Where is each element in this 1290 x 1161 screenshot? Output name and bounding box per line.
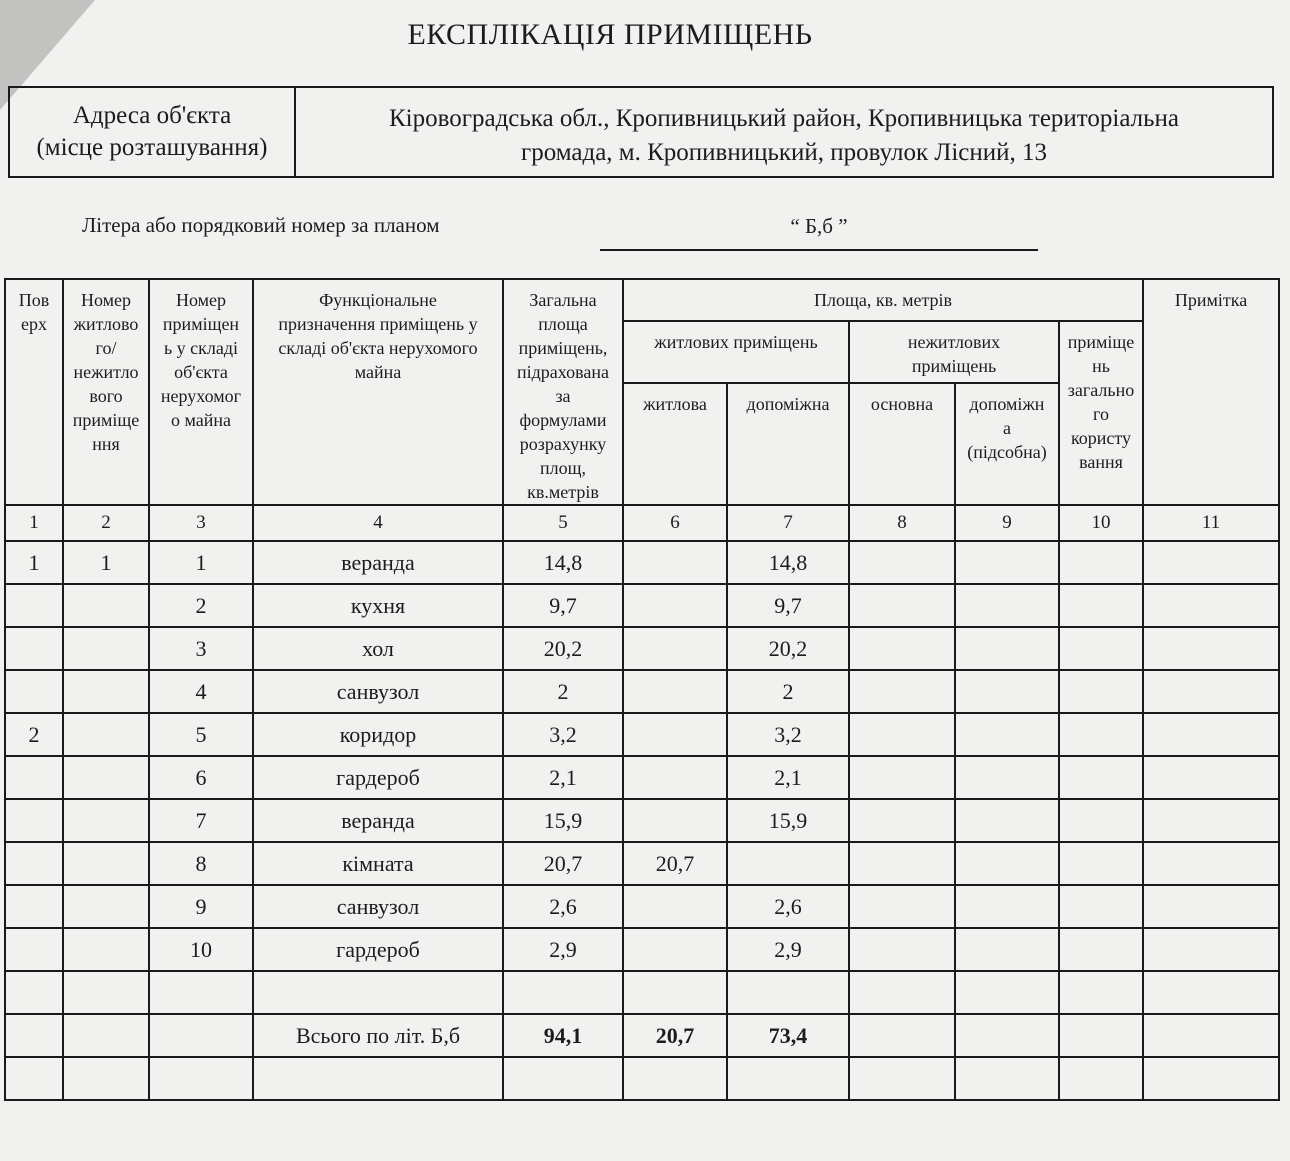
table-cell (63, 1057, 149, 1100)
table-cell (1059, 713, 1143, 756)
header-area: Площа, кв. метрів (623, 279, 1143, 321)
table-cell (5, 885, 63, 928)
table-cell: кімната (253, 842, 503, 885)
header-room-number: Номер приміщен ь у складі об'єкта нерухомог о майна (149, 279, 253, 505)
table-cell (727, 971, 849, 1014)
table-cell (623, 627, 727, 670)
table-cell (955, 1057, 1059, 1100)
table-cell: 20,2 (503, 627, 623, 670)
table-cell (955, 756, 1059, 799)
address-label-line: (місце розташування) (36, 134, 268, 161)
table-cell: 2,6 (727, 885, 849, 928)
table-row (5, 713, 1279, 756)
address-label (10, 88, 296, 176)
table-cell: 2 (727, 670, 849, 713)
total-cell: 20,7 (623, 1014, 727, 1057)
total-label: Всього по літ. Б,б (253, 1014, 503, 1057)
column-number: 2 (63, 505, 149, 541)
table-cell (955, 541, 1059, 584)
table-cell (1143, 1057, 1279, 1100)
table-cell: 10 (149, 928, 253, 971)
table-cell (503, 1057, 623, 1100)
table-cell (1143, 541, 1279, 584)
column-number: 1 (5, 505, 63, 541)
table-cell: санвузол (253, 670, 503, 713)
address-value (296, 88, 1272, 176)
table-cell: 5 (149, 713, 253, 756)
table-cell (955, 627, 1059, 670)
table-cell: 20,7 (503, 842, 623, 885)
table-row (5, 1057, 1279, 1100)
address-box (8, 86, 1274, 178)
table-row (5, 670, 1279, 713)
table-cell (5, 842, 63, 885)
total-cell: 94,1 (503, 1014, 623, 1057)
column-number: 10 (1059, 505, 1143, 541)
table-row (5, 627, 1279, 670)
table-cell (955, 928, 1059, 971)
address-label-line: Адреса об'єкта (72, 102, 232, 129)
table-cell: 2,6 (503, 885, 623, 928)
table-cell (5, 627, 63, 670)
table-cell (623, 1057, 727, 1100)
table-cell (1143, 885, 1279, 928)
table-cell (5, 584, 63, 627)
table-cell (849, 756, 955, 799)
column-number: 11 (1143, 505, 1279, 541)
table-cell (849, 584, 955, 627)
explication-table (4, 278, 1280, 1101)
table-cell: веранда (253, 799, 503, 842)
table-cell (955, 670, 1059, 713)
table-cell (955, 799, 1059, 842)
header-note: Примітка (1143, 279, 1279, 505)
litera-value: “ Б,б ” (600, 214, 1038, 251)
table-cell (727, 1057, 849, 1100)
table-cell (149, 1057, 253, 1100)
table-cell (63, 885, 149, 928)
table-cell (849, 1057, 955, 1100)
table-cell (623, 885, 727, 928)
table-cell (1143, 756, 1279, 799)
table-cell: 15,9 (727, 799, 849, 842)
total-cell (849, 1014, 955, 1057)
table-cell: веранда (253, 541, 503, 584)
table-cell (5, 928, 63, 971)
table-cell: 6 (149, 756, 253, 799)
table-cell: 20,7 (623, 842, 727, 885)
table-cell (849, 713, 955, 756)
table-cell (5, 1057, 63, 1100)
table-cell: кухня (253, 584, 503, 627)
total-cell (1059, 1014, 1143, 1057)
header-nonliving-aux: допоміжн а (підсобна) (955, 383, 1059, 505)
column-number-row (5, 505, 1279, 541)
table-cell (1143, 971, 1279, 1014)
table-row (5, 842, 1279, 885)
table-cell (849, 670, 955, 713)
table-cell: 2 (5, 713, 63, 756)
table-cell (849, 928, 955, 971)
table-cell: 9,7 (503, 584, 623, 627)
table-cell (955, 584, 1059, 627)
column-number: 6 (623, 505, 727, 541)
table-cell: санвузол (253, 885, 503, 928)
table-cell (253, 971, 503, 1014)
total-cell: 73,4 (727, 1014, 849, 1057)
table-row (5, 799, 1279, 842)
table-cell (1059, 885, 1143, 928)
table-row (5, 541, 1279, 584)
address-value-line: Кіровоградська обл., Кропивницький район, Кропивницька територіальна (388, 105, 1180, 132)
table-cell: 3,2 (727, 713, 849, 756)
table-cell (253, 1057, 503, 1100)
column-number: 8 (849, 505, 955, 541)
table-cell (63, 713, 149, 756)
table-row (5, 971, 1279, 1014)
table-cell (849, 885, 955, 928)
table-cell (1059, 928, 1143, 971)
table-cell (5, 971, 63, 1014)
total-cell (5, 1014, 63, 1057)
table-cell (623, 713, 727, 756)
table-row (5, 885, 1279, 928)
table-cell: 1 (5, 541, 63, 584)
address-value-line: громада, м. Кропивницький, провулок Лісний, 13 (520, 139, 1048, 166)
table-cell (955, 842, 1059, 885)
table-cell (1143, 627, 1279, 670)
table-cell: 9,7 (727, 584, 849, 627)
header-living-aux: допоміжна (727, 383, 849, 505)
table-cell: гардероб (253, 756, 503, 799)
document-title: ЕКСПЛІКАЦІЯ ПРИМІЩЕНЬ (407, 18, 813, 51)
table-cell (5, 756, 63, 799)
header-purpose: Функціональне призначення приміщень у складі об'єкта нерухомого майна (253, 279, 503, 505)
table-cell (849, 799, 955, 842)
table-cell (1059, 670, 1143, 713)
table-cell: 4 (149, 670, 253, 713)
table-cell: 3,2 (503, 713, 623, 756)
table-cell (63, 799, 149, 842)
table-cell (1143, 584, 1279, 627)
table-cell: 2,9 (727, 928, 849, 971)
table-cell (1059, 971, 1143, 1014)
table-cell (1059, 1057, 1143, 1100)
table-cell (1059, 627, 1143, 670)
table-cell: 3 (149, 627, 253, 670)
table-row (5, 756, 1279, 799)
column-number: 3 (149, 505, 253, 541)
table-cell (1143, 799, 1279, 842)
table-cell (63, 971, 149, 1014)
table-cell (1059, 756, 1143, 799)
table-cell: 2,9 (503, 928, 623, 971)
table-cell (63, 756, 149, 799)
table-cell (955, 713, 1059, 756)
table-cell (623, 541, 727, 584)
table-cell (63, 627, 149, 670)
table-cell (1059, 541, 1143, 584)
table-cell (503, 971, 623, 1014)
total-cell (1143, 1014, 1279, 1057)
table-cell: 2,1 (727, 756, 849, 799)
table-cell (1059, 842, 1143, 885)
table-cell: 9 (149, 885, 253, 928)
header-nonliving-main: основна (849, 383, 955, 505)
table-cell: 1 (63, 541, 149, 584)
table-cell (1143, 713, 1279, 756)
header-common: приміще нь загально го користу вання (1059, 321, 1143, 505)
table-cell (849, 541, 955, 584)
header-living-main: житлова (623, 383, 727, 505)
table-cell (955, 885, 1059, 928)
table-cell: 2 (149, 584, 253, 627)
table-cell (623, 928, 727, 971)
table-cell (623, 799, 727, 842)
table-cell: 2 (503, 670, 623, 713)
table-cell (849, 842, 955, 885)
header-total-area: Загальна площа приміщень, підрахована за формулами розрахунку площ, кв.метрів (503, 279, 623, 505)
table-cell (5, 799, 63, 842)
table-cell: 2,1 (503, 756, 623, 799)
table-cell: 8 (149, 842, 253, 885)
table-cell (623, 584, 727, 627)
column-number: 9 (955, 505, 1059, 541)
table-cell (63, 670, 149, 713)
table-cell (63, 584, 149, 627)
table-cell (1059, 799, 1143, 842)
litera-label: Літера або порядковий номер за планом (82, 213, 440, 237)
table-row (5, 928, 1279, 971)
total-cell (149, 1014, 253, 1057)
table-cell (849, 971, 955, 1014)
table-cell (5, 670, 63, 713)
table-cell: коридор (253, 713, 503, 756)
header-unit-number: Номер житлово го/ нежитло вого приміще ння (63, 279, 149, 505)
table-cell (149, 971, 253, 1014)
table-row (5, 584, 1279, 627)
column-number: 5 (503, 505, 623, 541)
table-cell (63, 928, 149, 971)
header-floor: Пов ерх (5, 279, 63, 505)
table-cell (1059, 584, 1143, 627)
table-cell (849, 627, 955, 670)
table-cell (1143, 842, 1279, 885)
table-cell: 20,2 (727, 627, 849, 670)
table-cell: 14,8 (727, 541, 849, 584)
table-cell (1143, 670, 1279, 713)
table-cell (1143, 928, 1279, 971)
total-cell (63, 1014, 149, 1057)
table-cell: хол (253, 627, 503, 670)
header-living: житлових приміщень (623, 321, 849, 383)
total-row (5, 1014, 1279, 1057)
table-cell: 15,9 (503, 799, 623, 842)
column-number: 7 (727, 505, 849, 541)
table-cell: гардероб (253, 928, 503, 971)
table-cell (623, 670, 727, 713)
column-number: 4 (253, 505, 503, 541)
table-cell (623, 756, 727, 799)
total-cell (955, 1014, 1059, 1057)
table-cell: 14,8 (503, 541, 623, 584)
table-cell (623, 971, 727, 1014)
table-cell (63, 842, 149, 885)
table-cell (955, 971, 1059, 1014)
header-nonliving: нежитлових приміщень (849, 321, 1059, 383)
table-cell (727, 842, 849, 885)
table-cell: 7 (149, 799, 253, 842)
table-cell: 1 (149, 541, 253, 584)
